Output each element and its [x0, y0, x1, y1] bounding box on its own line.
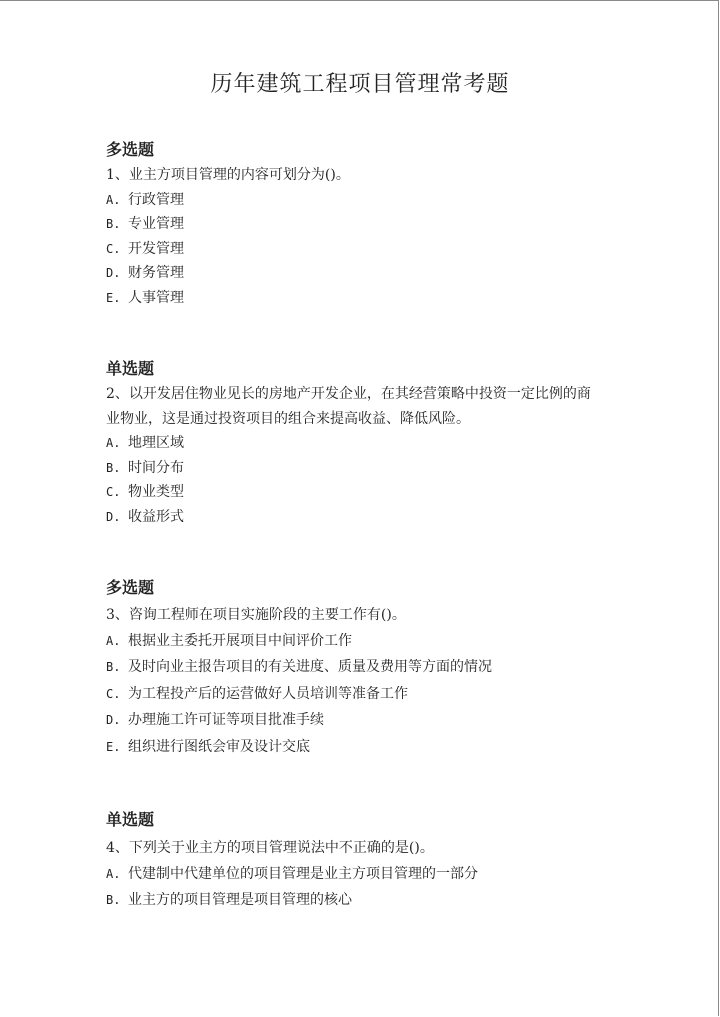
option-text: 为工程投产后的运营做好人员培训等准备工作 [128, 685, 408, 702]
question-text: 4、下列关于业主方的项目管理说法中不正确的是()。 [106, 840, 434, 856]
option-letter: A. [106, 192, 121, 207]
option-letter: C. [106, 241, 121, 256]
document-title: 历年建筑工程项目管理常考题 [210, 72, 510, 97]
option-d [106, 707, 626, 734]
option-text: 人事管理 [128, 289, 184, 306]
question-text: 1、业主方项目管理的内容可划分为()。 [106, 167, 350, 183]
option-letter: C. [106, 686, 121, 701]
option-b [106, 212, 626, 237]
question-block-1 [106, 139, 626, 310]
option-d [106, 505, 626, 530]
option-letter: E. [106, 290, 121, 305]
option-e [106, 734, 626, 761]
option-letter: E. [106, 739, 121, 754]
option-b [106, 654, 626, 681]
option-text: 财务管理 [128, 265, 184, 281]
option-letter: D. [106, 266, 121, 280]
option-text: 及时向业主报告项目的有关进度、质量及费用等方面的情况 [128, 659, 492, 675]
option-text: 时间分布 [128, 459, 184, 476]
option-text: 地理区域 [128, 435, 184, 451]
question-type-label: 单选题 [106, 359, 155, 378]
question-text-line-1: 2、以开发居住物业见长的房地产开发企业，在其经营策略中投资一定比例的商 [106, 386, 591, 402]
option-letter: B. [106, 217, 121, 231]
question-type-label: 多选题 [106, 140, 155, 159]
option-letter: A. [106, 633, 121, 648]
option-letter: D. [106, 509, 121, 524]
option-text: 专业管理 [128, 216, 184, 232]
option-a [106, 188, 626, 213]
option-letter: C. [106, 485, 121, 499]
question-text: 3、咨询工程师在项目实施阶段的主要工作有()。 [106, 607, 406, 623]
option-letter: B. [106, 892, 121, 907]
option-letter: B. [106, 460, 121, 475]
option-b [106, 456, 626, 481]
option-d [106, 261, 626, 286]
question-block-3 [106, 577, 626, 760]
option-text: 业主方的项目管理是项目管理的核心 [128, 891, 352, 908]
question-text-line-2: 业物业，这是通过投资项目的组合来提高收益、降低风险。 [106, 410, 470, 427]
question-type-label: 多选题 [106, 578, 155, 597]
option-a [106, 861, 626, 887]
question-block-4 [106, 809, 626, 913]
option-letter: D. [106, 713, 121, 727]
option-c [106, 237, 626, 262]
option-text: 开发管理 [128, 240, 184, 257]
option-text: 收益形式 [128, 508, 184, 525]
option-c [106, 681, 626, 708]
option-letter: A. [106, 436, 121, 450]
option-e [106, 286, 626, 311]
option-b [106, 887, 626, 913]
option-c [106, 480, 626, 505]
option-text: 物业类型 [128, 484, 184, 500]
option-a [106, 431, 626, 456]
question-block-2 [106, 358, 626, 529]
option-letter: A. [106, 866, 121, 881]
option-text: 办理施工许可证等项目批准手续 [128, 712, 324, 728]
option-text: 组织进行图纸会审及设计交底 [128, 738, 310, 755]
option-text: 行政管理 [128, 191, 184, 208]
option-letter: B. [106, 660, 121, 674]
option-text: 根据业主委托开展项目中间评价工作 [128, 632, 352, 649]
option-text: 代建制中代建单位的项目管理是业主方项目管理的一部分 [128, 865, 478, 882]
option-a [106, 628, 626, 655]
question-type-label: 单选题 [106, 810, 155, 829]
